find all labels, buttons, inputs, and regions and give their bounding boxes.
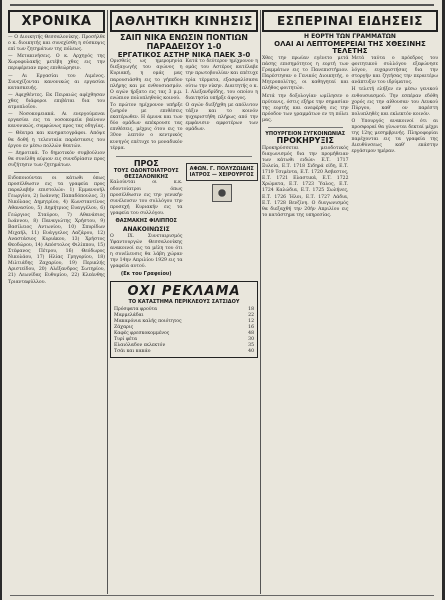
tender-notes: Ο Υπουργός ανακοινοί ότι αι προσφοραί θα γίνωνται δεκταί μέχρι της 12ης μεσημβρινής. Πληροφορίαι παρέχονται εις τα γραφεία της Διευθύνσεως καθ' εκάστην εργάσιμον ημέραν. (351, 118, 438, 155)
ad-subtitle: ΤΟ ΚΑΤΑΣΤΗΜΑ ΠΕΡΙΚΛΕΟΥΣ ΣΑΤΣΙΔΟΥ (128, 299, 240, 306)
doctor-ad-text: ΑΦΩΝ. Γ. ΠΟΛΥΖΩΙΔΗΣ ΙΑΤΡΟΣ — ΧΕΙΡΟΥΡΓΟΣ (189, 165, 254, 178)
announcement-signature: (Εκ του Γραφείου) (120, 271, 172, 278)
list-item: Ελαιόλαδον εκλεκτόν 35 (114, 343, 254, 349)
evening-news-paragraph: Χθες την πρωίαν εγένετο μετά πάσης επισημότητος η εορτή των Γραμμάτων εις το Πανεπιστήμιον. Παρέστησαν ο Γενικός Διοικητής, ο Μητροπολίτης, οι καθηγηταί και πλήθος φοιτητών. (262, 55, 349, 92)
dentists-notice-text: Καλούνται οι κ.κ. οδοντοίατροι όπως προσέλθωσιν εις την γενικήν συνέλευσιν του συλλόγου την προσεχή Κυριακήν εις τα γραφεία του συλλόγου. (110, 180, 183, 216)
ad-title: ΟΧΙ ΡΕΚΛΑΜΑ (127, 284, 241, 300)
chronika-paragraph: — Αι Εργασίαι του Λιμένος. Συνεχίζονται κανονικώς αι εργασίαι κατασκευής. (8, 73, 105, 91)
athletics-headline-2: ΕΡΓΑΤΙΚΟΣ ΑΣΤΗΡ ΝΙΚΑ ΠΑΕΚ 3-0 (117, 50, 251, 59)
evening-news-kicker: Η ΕΟΡΤΗ ΤΩΝ ΓΡΑΜΜΑΤΩΝ (304, 33, 396, 40)
chronika-paragraph: — Θέατρα και κινηματογράφοι. Απόψε θα δοθή η τελευταία παράστασις του έργου εν μέσω πολλών θεατών. (8, 131, 105, 149)
column-rule (260, 10, 261, 594)
column-divider (14, 172, 99, 173)
announcement-title: ΑΝΑΚΟΙΝΩΣΙΣ (122, 226, 170, 234)
column-rule (107, 10, 108, 594)
notices-row (110, 160, 258, 278)
dentists-notice-signature: ΘΑΣΜΑΚΗΣ ΦΙΛΙΠΠΟΣ (115, 218, 177, 225)
newspaper-page (2, 0, 442, 600)
grocery-advertisement (110, 281, 258, 358)
emblem-icon (212, 184, 232, 202)
evening-news-paragraph: Η τελετή ελήξεν εν μέσω γενικού ενθουσιασμού. Την εσπέραν εδόθη χορός εις την αίθουσαν του Λευκού Πύργου, καθ' ον παρέστη πολυπληθές και εκλεκτόν κοινόν. (351, 87, 438, 117)
athletics-paragraph: Το πρώτον ημίχρονον υπήρξε ζωηρόν με επιθέσεις εκατέρωθεν. Η άμυνα και των δύο ομάδων απέκρουσε τας επιθέσεις, μέχρις ότου εις το 30ον λεπτόν ο κεντρικός κυνηγός επέτυχε το μοναδικόν τέρμα. (110, 102, 183, 151)
list-item: Τσάι και κακάο 40 (114, 349, 254, 355)
evening-news-paragraph: Μετά ταύτα ο πρόεδρος του φοιτητικού συλλόγου εξεφώνησε λόγον, ευχαριστήσας δια την στοργήν και ζητήσας την περαιτέρω ανάπτυξιν του ιδρύματος. (351, 55, 438, 86)
section-divider (116, 156, 252, 157)
tender-text: Προκηρύσσεται μειοδοτικός διαγωνισμός δια την προμήθειαν των κάτωθι ειδών: Ε.Τ. 1717 Ξυλεία, Ε.Τ. 1718 Σιδηρά είδη, Ε.Τ. 1719 Τσιμέντα, Ε.Τ. 1720 Άσβεστος, Ε.Τ. 1721 Ελαστικά, Ε.Τ. 1722 Χρώματα, Ε.Τ. 1723 Ύαλος, Ε.Τ. 1724 Καλώδια, Ε.Τ. 1725 Σωλήνες, Ε.Τ. 1726 Ήλοι, Ε.Τ. 1727 Λάδια, Ε.Τ. 1728 Βενζίνη. Ο διαγωνισμός θα διεξαχθή την 20ήν Απριλίου εις το κατάστημα της υπηρεσίας. (262, 145, 349, 218)
bottom-rule (10, 595, 434, 596)
announcement-text: Ο IX. Συνεταιρισμός Υφαντουργών Θεσσαλονίκης ανακοινοί εις τα μέλη του ότι η συνέλευσις θα λάβη χώραν την 14ην Απριλίου 1929 εις τα γραφεία αυτού. (110, 233, 183, 270)
athletics-text-columns (110, 59, 258, 152)
column-athletics (110, 10, 258, 594)
athletics-paragraph: Κατά το δεύτερον ημίχρονον η ομάς του Αστέρος κατέλαβε την πρωτοβουλίαν και επέτυχε τρία τέρματα, εξασφαλίσασα ούτω την νίκην. Διαιτητής ο κ. Ι. Αλεξανδρίδης, του οποίου η διαιτησία υπήρξε άψογος. (185, 59, 258, 101)
evening-news-headline: ΟΛΑΙ ΑΙ ΛΕΠΤΟΜΕΡΕΙΑΙ ΤΗΣ ΧΘΕΣΙΝΗΣ ΤΕΛΕΤΗΣ (274, 39, 426, 56)
doctor-ad-box (186, 163, 259, 181)
chronika-list: Ειδοποιούνται οι κάτωθι όπως προσέλθωσιν εις τα γραφεία προς παραλαβήν επιστολών: 1) Εμμανουήλ Γεωργίου, 2) Ιωάννης Παπαδόπουλος, 3) Νικόλαος Δημητρίου, 4) Κωνσταντίνος Αθανασίου, 5) Δημήτριος Ευαγγέλου, 6) Γεώργιος Σταύρου, 7) Αθανάσιος Ιωάννου, 8) Παναγιώτης Χρήστου, 9) Βασίλειος Αντωνίου, 10) Σπυρίδων Μιχαήλ, 11) Ευάγγελος Λαζάρου, 12) Αναστάσιος Κυριάκου, 13) Χρήστος Θεοδώρου, 14) Απόστολος Φιλίππου, 15) Στέφανος Πέτρου, 16) Θεόδωρος Νικολάου, 17) Ηλίας Γρηγορίου, 18) Μιλτιάδης Ζαχαρίου, 19) Περικλής Αριστείδου, 20) Αλέξανδρος Σωτηρίου, 21) Λεωνίδας Ευθυμίου, 22) Κλεάνθης Τριανταφύλλου. (8, 175, 105, 285)
ad-price-list (114, 307, 254, 355)
athletics-heading: ΑΘΛΗΤΙΚΗ ΚΙΝΗΣΙΣ (110, 10, 258, 32)
list-item: Καφές φρεσκοκομμένος 48 (114, 331, 254, 337)
athletics-paragraph: Ο αγών διεξήχθη με απόλυτον τάξιν και το κοινόν ηυχαριστήθη πλήρως από την εμφάνισιν αμφοτέρων των ομάδων. (185, 102, 258, 133)
evening-news-heading: ΕΣΠΕΡΙΝΑΙ ΕΙΔΗΣΕΙΣ (262, 10, 438, 32)
chronika-paragraph: — Αφιχθέντες. Εκ Πειραιώς αφίχθησαν χθες διάφοροι επιβάται δια του ατμοπλοΐου. (8, 92, 105, 111)
athletics-paragraph: Ορισθείς ως ημερομηνία διεξαγωγής του αγώνος η Κυριακή, η ομάς μας παρουσιάσθη εις το γήπεδον πλήρης και με ενθουσιασμόν. Ο αγών ήρξατο εις τας 3 μ.μ. ενώπιον πολυπληθούς κοινού. (110, 59, 183, 101)
dentists-notice-title: ΠΡΟΣ (133, 158, 159, 168)
chronika-paragraph: — Δημοτικά. Το δημοτικόν συμβούλιον θα συνέλθη αύριον εις συνεδρίασιν προς συζήτησιν των ζητημάτων. (8, 150, 105, 168)
athletics-headline-1: ΣΑΙΠ ΝΙΚΑ ΕΝΩΣΙΝ ΠΟΝΤΙΩΝ ΠΑΡΑΔΕΙΣΟΥ 1-0 (120, 33, 248, 51)
evening-news-text-columns (262, 56, 438, 220)
list-item: Μαρμελάδαι 22 (114, 313, 254, 319)
list-item: Μακαρόνια καλής ποιότητος 12 (114, 319, 254, 325)
section-divider (268, 127, 343, 128)
tender-headline: ΠΡΟΚΗΡΥΞΙΣ (276, 136, 334, 145)
chronika-paragraph: — Μετακινήσεις. Ο κ. Αρχηγός της Χωροφυλακής μετέβη χθες εις την περιφέρειαν προς επιθεώρησιν. (8, 54, 105, 72)
column-chronika (8, 10, 105, 594)
dentists-notice-subtitle: ΤΟΥΣ ΟΔΟΝΤΟΙΑΤΡΟΥΣ ΘΕΣΣΑΛΟΝΙΚΗΣ (113, 168, 179, 181)
top-rule (10, 4, 434, 6)
list-item: Τυρί φέτα 30 (114, 337, 254, 343)
evening-news-paragraph: Μετά την δοξολογίαν ωμίλησεν ο πρύτανις, όστις εξήρε την σημασίαν της εορτής και ανεφέρθη εις την πρόοδον των γραμμάτων εν τη πόλει μας. (262, 93, 349, 123)
list-item: Πρόσφατα φρούτα 18 (114, 307, 254, 313)
chronika-heading: ΧΡΟΝΙΚΑ (8, 10, 105, 33)
ministry-name: ΥΠΟΥΡΓΕΙΟΝ ΣΥΓΚΟΙΝΩΝΙΑΣ (265, 131, 346, 137)
chronika-paragraph: — Νοσοκομειακά. Αι ενεργούμεναι εργασίαι εις τα νοσοκομεία βαίνουν κανονικώς, συμφώνως προς τας οδηγίας. (8, 112, 105, 130)
column-evening-news (262, 10, 438, 594)
chronika-paragraph: — Ο Διοικητής Θεσσαλονίκης. Προσήλθε ο κ. διοικητής και συνεχίσθη η σύσκεψις επί των ζητημάτων της πόλεως. (8, 35, 105, 53)
list-item: Ζάχαρις 16 (114, 325, 254, 331)
